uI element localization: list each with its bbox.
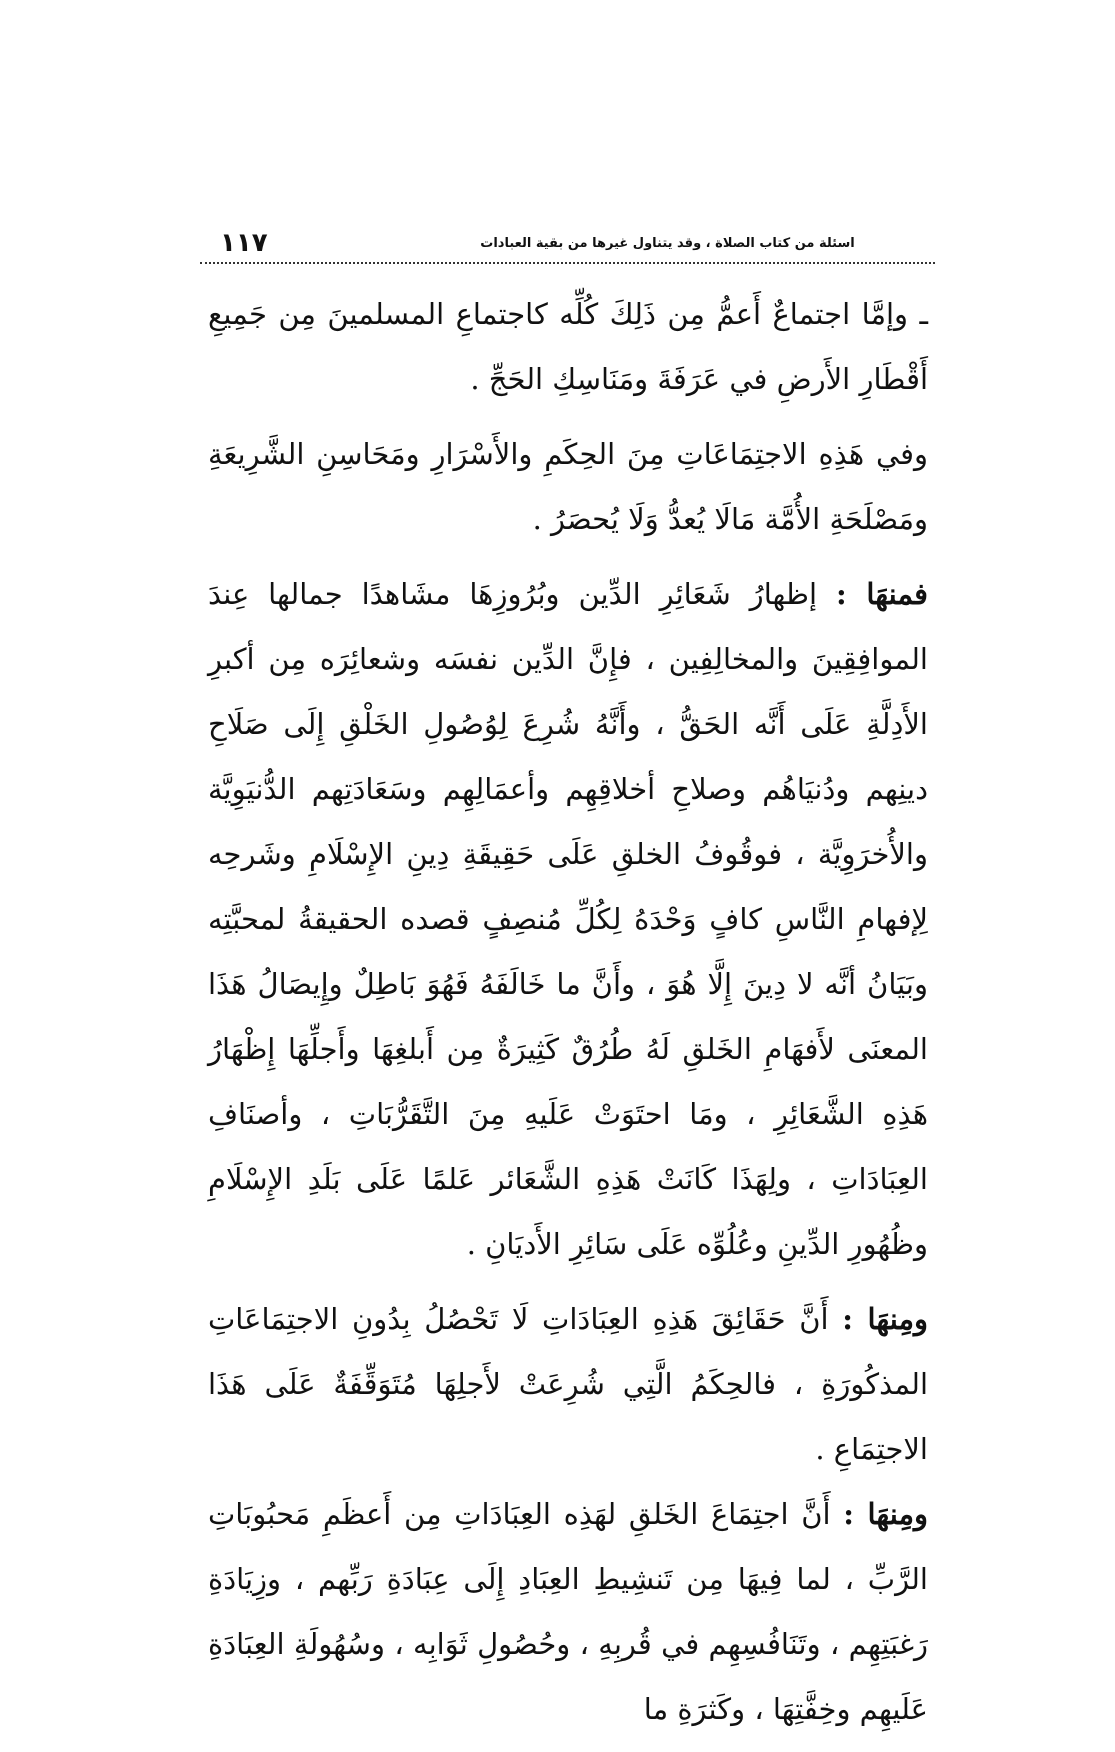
paragraph-2 [208,422,928,552]
paragraph-3-lead: فمنهَا : [835,577,928,611]
paragraph-5-text: أَنَّ اجتِمَاعَ الخَلقِ لهَذِه العِبَادَاتِ مِن أَعظَمِ مَحبُوبَاتِ الرَّبِّ ، لما فِيهَا مِن تَنشِيطِ العِبَادِ إِلَى عِبَادَةِ رَبِّهم ، وزِيَادَةِ رَغبَتِهِم ، وتَنَافُسِهِم في قُربِهِ ، وحُصُولِ ثَوَابِه ، وسُهُولَةِ العِبَادَةِ عَلَيهِم وخِفَّتِهَا ، وكَثرَةِ ما [208,1497,928,1726]
header-divider [200,262,935,264]
running-title: اسئلة من كتاب الصلاة ، وقد يتناول غيرها من بقية العبادات [480,236,855,251]
paragraph-4 [208,1287,928,1482]
body-text [208,282,928,1752]
paragraph-2-text: وفي هَذِهِ الاجتِمَاعَاتِ مِنَ الحِكَمِ والأَسْرَارِ ومَحَاسِنِ الشَّرِيعَةِ ومَصْلَحَةِ الأُمَّة مَالَا يُعدُّ وَلَا يُحصَرُ . [208,437,928,536]
paragraph-4-text: أَنَّ حَقَائِقَ هَذِهِ العِبَادَاتِ لَا تَحْصُلُ بِدُونِ الاجتِمَاعَاتِ المذكُورَةِ ، فالحِكَمُ الَّتِي شُرِعَتْ لأَجلِهَا مُتَوَقِّفَةٌ عَلَى هَذَا الاجتِمَاعِ . [208,1302,928,1466]
page-number: ١١٧ [220,228,268,258]
paragraph-5 [208,1482,928,1742]
paragraph-5-lead: ومِنهَا : [843,1497,928,1531]
paragraph-3-text: إظهارُ شَعَائِرِ الدِّين وبُرُوزِهَا مشَاهدًا جمالها عِندَ الموافِقِينَ والمخالِفِين ، فإِنَّ الدِّين نفسَه وشعائِرَه مِن أكبرِ الأَدِلَّةِ عَلَى أَنَّه الحَقُّ ، وأَنَّهُ شُرِعَ لِوُصُولِ الخَلْقِ إِلَى صَلَاحِ دينِهم ودُنيَاهُم وصلاحِ أخلاقِهِم وأعمَالِهِم وسَعَادَتِهم الدُّنيَوِيَّة والأُخرَوِيَّة ، فوقُوفُ الخلقِ عَلَى حَقِيقَةِ دِينِ الإِسْلَامِ وشَرحِه لِإفهامِ النَّاسِ كافٍ وَحْدَهُ لِكُلِّ مُنصِفٍ قصده الحقيقةُ لمحبَّتِه وبَيَانُ أنَّه لا دِينَ إِلَّا هُوَ ، وأَنَّ ما خَالَفَهُ فَهُوَ بَاطِلٌ وإِيصَالُ هَذَا المعنَى لأَفهَامِ الخَلقِ لَهُ طُرُقٌ كَثِيرَةٌ مِن أَبلغِهَا وأَجلِّهَا إِظْهَارُ هَذِهِ الشَّعَائِرِ ، ومَا احتَوَتْ عَلَيهِ مِنَ التَّقَرُّبَاتِ ، وأصنَافِ العِبَادَاتِ ، ولِهَذَا كَانَتْ هَذِهِ الشَّعَائر عَلمًا عَلَى بَلَدِ الإِسْلَامِ وظُهُورِ الدِّينِ وعُلُوِّه عَلَى سَائِرِ الأَديَانِ . [208,577,928,1261]
paragraph-1-text: ـ وإمَّا اجتماعٌ أَعمُّ مِن ذَلِكَ كُلِّه كاجتماعِ المسلمينَ مِن جَمِيعِ أَقْطَارِ الأَرضِ في عَرَفَةَ ومَنَاسِكِ الحَجِّ . [208,297,928,396]
paragraph-4-lead: ومِنهَا : [842,1302,929,1336]
paragraph-3 [208,562,928,1277]
paragraph-1 [208,282,928,412]
running-header [200,228,935,262]
